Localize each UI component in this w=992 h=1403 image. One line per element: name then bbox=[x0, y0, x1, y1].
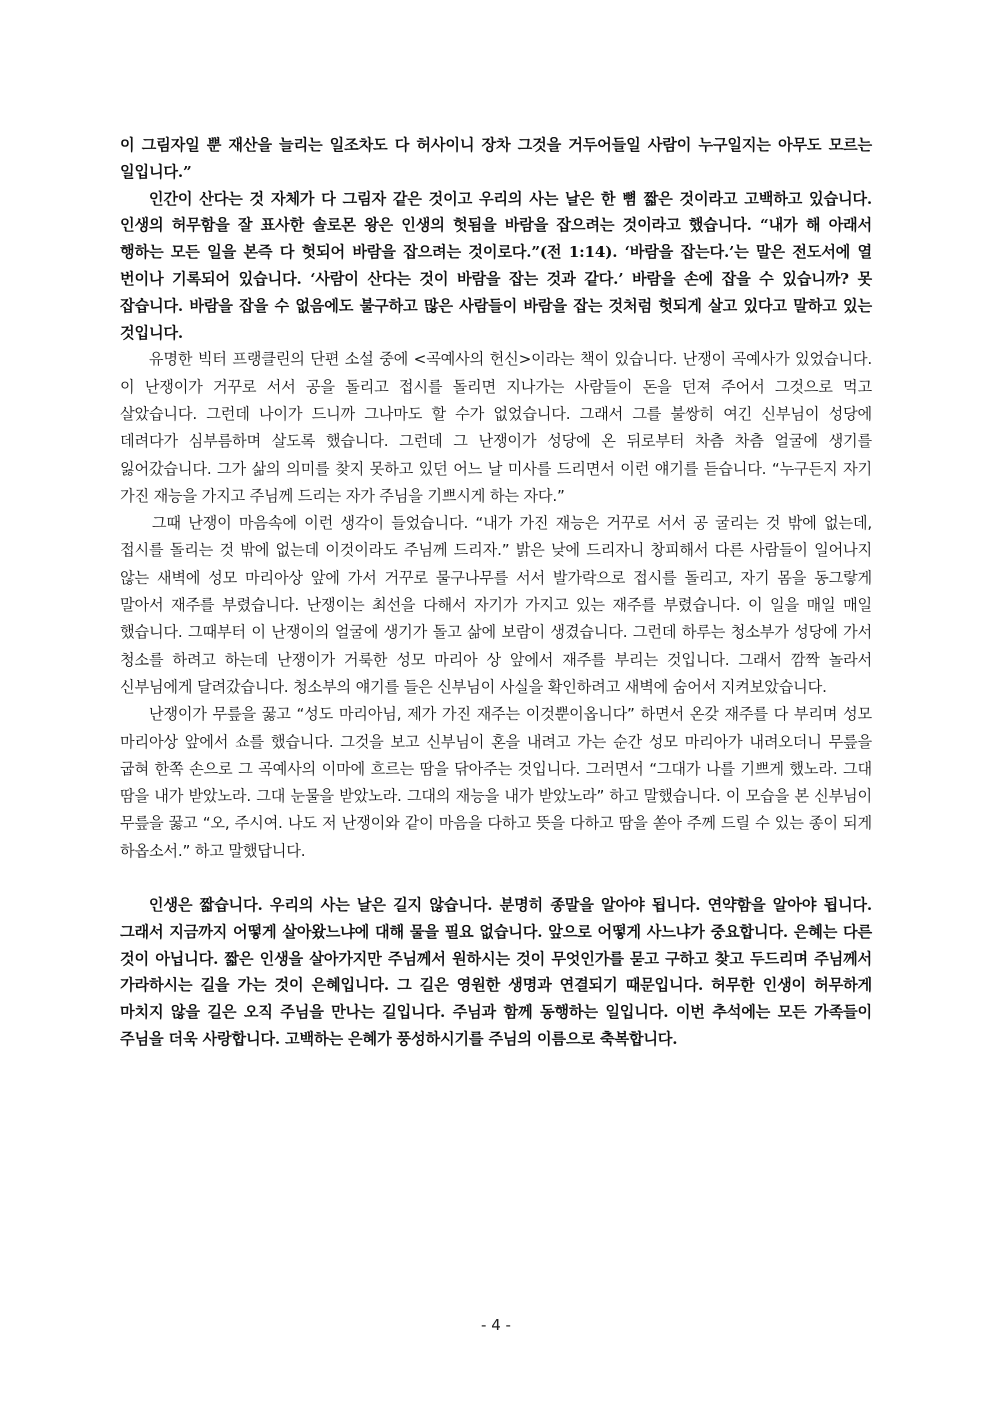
document-body bbox=[120, 132, 872, 1053]
paragraph-spacer bbox=[120, 865, 872, 892]
page-number: - 4 - bbox=[481, 1316, 511, 1334]
paragraph-quote-ending: 이 그림자일 뿐 재산을 늘리는 일조차도 다 허사이니 장차 그것을 거두어들일 사람이 누구일지는 아무도 모르는 일입니다.” bbox=[120, 136, 872, 181]
paragraph-vanity-of-life: 인간이 산다는 것 자체가 다 그림자 같은 것이고 우리의 사는 날은 한 뼘 짧은 것이라고 고백하고 있습니다. 인생의 허무함을 잘 표사한 솔로몬 왕은 인생의 헛됨을 바람을 잡으려는 것이라고 했습니다. “내가 해 아래서 행하는 모든 일을 본즉 다 헛되어 바람을 잡으려는 것이로다.”(전 1:14). ‘바람을 잡는다.’는 말은 전도서에 열 번이나 기록되어 있습니다. ‘사람이 산다는 것이 바람을 잡는 것과 같다.’ 바람을 손에 잡을 수 있습니까? 못 잡습니다. 바람을 잡을 수 없음에도 불구하고 많은 사람들이 바람을 잡는 것처럼 헛되게 살고 있다고 말하고 있는 것입니다. bbox=[120, 189, 872, 342]
paragraph-juggler-offering: 그때 난쟁이 마음속에 이런 생각이 들었습니다. “내가 가진 재능은 거꾸로 서서 공 굴리는 것 밖에 없는데, 접시를 돌리는 것 밖에 없는데 이것이라도 주님께 드리자.” 밝은 낮에 드리자니 창피해서 다른 사람들이 일어나지 않는 새벽에 성모 마리아상 앞에 가서 거꾸로 물구나무를 서서 발가락으로 접시를 돌리고, 자기 몸을 동그랗게 말아서 재주를 부렸습니다. 난쟁이는 최선을 다해서 자기가 가지고 있는 재주를 부렸습니다. 이 일을 매일 매일 했습니다. 그때부터 이 난쟁이의 얼굴에 생기가 돌고 삶에 보람이 생겼습니다. 그런데 하루는 청소부가 성당에 가서 청소를 하려고 하는데 난쟁이가 거룩한 성모 마리아 상 앞에서 재주를 부리는 것입니다. 그래서 깜짝 놀라서 신부님에게 달려갔습니다. 청소부의 얘기를 들은 신부님이 사실을 확인하려고 새벽에 숨어서 지켜보았습니다. bbox=[120, 514, 872, 696]
paragraph-conclusion: 인생은 짧습니다. 우리의 사는 날은 길지 않습니다. 분명히 종말을 알아야 됩니다. 연약함을 알아야 됩니다. 그래서 지금까지 어떻게 살아왔느냐에 대해 물을 필요 없습니다. 앞으로 어떻게 사느냐가 중요합니다. 은혜는 다른 것이 아닙니다. 짧은 인생을 살아가지만 주님께서 원하시는 것이 무엇인가를 묻고 구하고 찾고 두드리며 주님께서 가라하시는 길을 가는 것이 은혜입니다. 그 길은 영원한 생명과 연결되기 때문입니다. 허무한 인생이 허무하게 마치지 않을 길은 오직 주님을 만나는 길입니다. 주님과 함께 동행하는 일입니다. 이번 추석에는 모든 가족들이 주님을 더욱 사랑합니다. 고백하는 은혜가 풍성하시기를 주님의 이름으로 축복합니다. bbox=[120, 896, 872, 1048]
paragraph-mary-blessing: 난쟁이가 무릎을 꿇고 “성도 마리아님, 제가 가진 재주는 이것뿐이옵니다” 하면서 온갖 재주를 다 부리며 성모 마리아상 앞에서 쇼를 했습니다. 그것을 보고 신부님이 혼을 내려고 가는 순간 성모 마리아가 내려오더니 무릎을 굽혀 한쪽 손으로 그 곡예사의 이마에 흐르는 땀을 닦아주는 것입니다. 그러면서 “그대가 나를 기쁘게 했노라. 그대 땀을 내가 받았노라. 그대 눈물을 받았노라. 그대의 재능을 내가 받았노라” 하고 말했습니다. 이 모습을 본 신부님이 무릎을 꿇고 “오, 주시여. 나도 저 난쟁이와 같이 마음을 다하고 뜻을 다하고 땀을 쏟아 주께 드릴 수 있는 종이 되게 하옵소서.” 하고 말했답니다. bbox=[120, 705, 872, 860]
paragraph-juggler-story: 유명한 빅터 프랭클린의 단편 소설 중에 <곡예사의 헌신>이라는 책이 있습니다. 난쟁이 곡예사가 있었습니다. 이 난쟁이가 거꾸로 서서 공을 돌리고 접시를 돌리면 지나가는 사람들이 돈을 던져 주어서 그것으로 먹고 살았습니다. 그런데 나이가 드니까 그나마도 할 수가 없었습니다. 그래서 그를 불쌍히 여긴 신부님이 성당에 데려다가 심부름하며 살도록 했습니다. 그런데 그 난쟁이가 성당에 온 뒤로부터 차츰 차츰 얼굴에 생기를 잃어갔습니다. 그가 삶의 의미를 찾지 못하고 있던 어느 날 미사를 드리면서 이런 얘기를 듣습니다. “누구든지 자기 가진 재능을 가지고 주님께 드리는 자가 주님을 기쁘시게 하는 자다.” bbox=[120, 350, 872, 505]
